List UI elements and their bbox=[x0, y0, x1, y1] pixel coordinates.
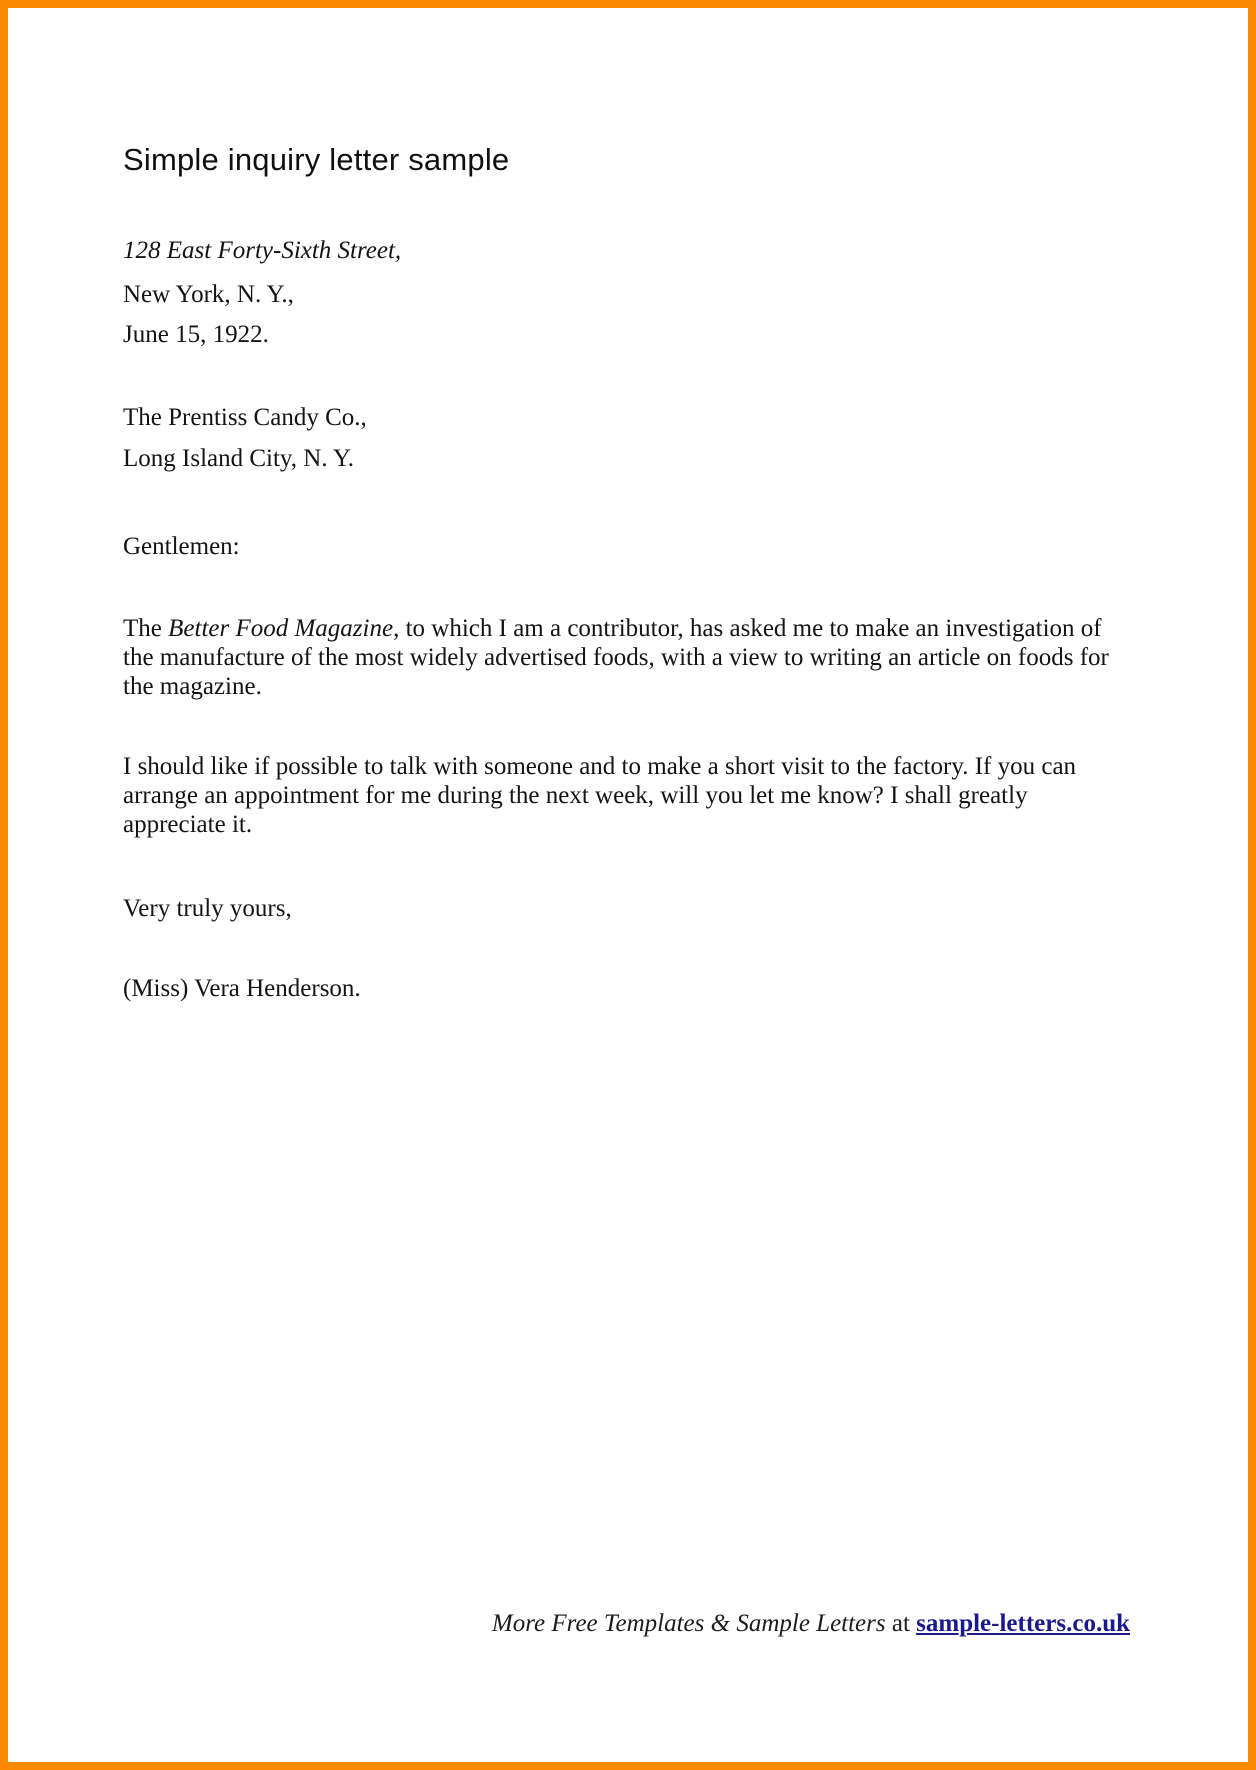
magazine-name: Better Food Magazine bbox=[168, 615, 394, 642]
footer-site-link[interactable]: sample-letters.co.uk bbox=[916, 1610, 1130, 1637]
closing-line: Very truly yours, bbox=[123, 895, 292, 922]
paragraph-1-line-1-suffix: , to which I am a contributor, has asked me to make an investigation of bbox=[393, 615, 1102, 642]
paragraph-2-line-3: appreciate it. bbox=[123, 811, 253, 838]
footer bbox=[492, 1609, 1130, 1639]
paragraph-1-line-1-prefix: The bbox=[123, 615, 169, 642]
recipient-city: Long Island City, N. Y. bbox=[123, 445, 355, 472]
paragraph-2 bbox=[123, 752, 1076, 839]
paragraph-1-line-1 bbox=[123, 614, 1109, 643]
paragraph-1-line-2: the manufacture of the most widely advertised foods, with a view to writing an article on foods for bbox=[123, 644, 1109, 671]
salutation: Gentlemen: bbox=[123, 533, 240, 560]
signature-line: (Miss) Vera Henderson. bbox=[123, 975, 361, 1002]
recipient-company: The Prentiss Candy Co., bbox=[123, 404, 367, 431]
footer-connector: at bbox=[885, 1610, 917, 1637]
page-title: Simple inquiry letter sample bbox=[123, 142, 510, 177]
paragraph-2-line-2: arrange an appointment for me during the next week, will you let me know? I shall greatly bbox=[123, 782, 1028, 809]
sender-street: 128 East Forty-Sixth Street, bbox=[123, 237, 402, 264]
sender-city: New York, N. Y., bbox=[123, 281, 294, 308]
paragraph-1 bbox=[123, 614, 1109, 701]
paragraph-1-line-3: the magazine. bbox=[123, 673, 262, 700]
letter-date: June 15, 1922. bbox=[123, 321, 269, 348]
paragraph-2-line-1: I should like if possible to talk with someone and to make a short visit to the factory. If you can bbox=[123, 753, 1077, 780]
footer-text: More Free Templates & Sample Letters bbox=[491, 1610, 886, 1637]
